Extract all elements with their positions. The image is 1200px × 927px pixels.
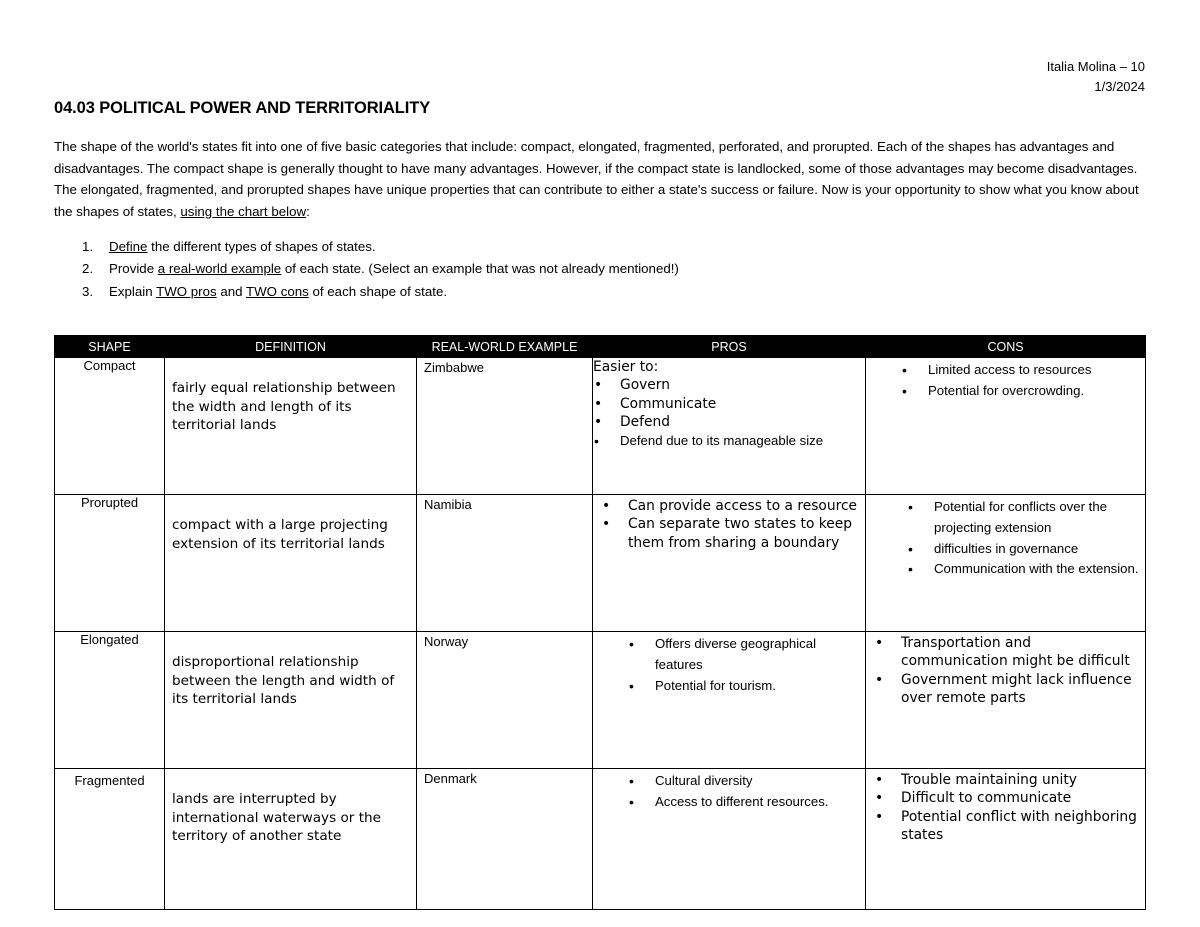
list-item: • Access to different resources. xyxy=(655,792,865,813)
list-item: • Govern xyxy=(620,376,865,394)
instruction-step xyxy=(54,258,679,280)
list-item: • Limited access to resources xyxy=(928,360,1145,381)
step-number: 1. xyxy=(82,239,94,254)
example-text: Zimbabwe xyxy=(424,360,484,375)
step-emphasis: TWO cons xyxy=(246,283,309,299)
list-item: • Can separate two states to keep them from sharing a boundary xyxy=(628,515,859,552)
table-row-fragmented xyxy=(55,769,1146,910)
table-row-compact xyxy=(55,358,1146,495)
instruction-step xyxy=(54,281,679,303)
shapes-table xyxy=(54,335,1146,910)
intro-end: : xyxy=(306,203,310,219)
header-definition: DEFINITION xyxy=(165,336,417,358)
list-item: • Communication with the extension. xyxy=(934,559,1139,580)
definition-text: disproportional relationship between the length and width of its territorial lands xyxy=(172,654,395,707)
definition-cell xyxy=(165,769,417,910)
cons-cell xyxy=(866,495,1146,632)
list-item: • Defend due to its manageable size xyxy=(620,431,865,452)
step-fragment: Explain xyxy=(109,283,157,299)
list-item: • difficulties in governance xyxy=(934,539,1139,560)
example-text: Namibia xyxy=(424,497,472,512)
pros-cell xyxy=(593,769,866,910)
step-number: 3. xyxy=(82,283,94,299)
table-header-row xyxy=(55,336,1146,358)
header-example: REAL-WORLD EXAMPLE xyxy=(417,336,593,358)
step-fragment: Provide xyxy=(109,261,158,277)
header-shape: SHAPE xyxy=(55,336,165,358)
definition-cell xyxy=(165,495,417,632)
example-cell xyxy=(417,495,593,632)
example-text: Norway xyxy=(424,634,469,649)
cons-cell xyxy=(866,632,1146,769)
example-cell xyxy=(417,632,593,769)
example-cell xyxy=(417,358,593,495)
step-fragment: of each state. (Select an example that was not already mentioned!) xyxy=(281,261,679,277)
table-row-prorupted xyxy=(55,495,1146,632)
list-item: • Difficult to communicate xyxy=(901,789,1139,807)
list-item: • Government might lack influence over remote parts xyxy=(901,671,1139,708)
intro-paragraph xyxy=(54,136,1149,222)
document-date: 1/3/2024 xyxy=(1094,79,1145,94)
definition-text: lands are interrupted by international waterways or the territory of another state xyxy=(172,791,382,844)
intro-text: The shape of the world's states fit into one of five basic categories that include: compact, elongated, fragmented, perforated, and prorupted. Each of the shapes has advantages and disadvantages. The compact shape is generally thought to have many advantages. However, if the compact state is landlocked, some of those advantages may become disadvantages. The elongated, fragmented, and prorupted shapes have unique properties that can contribute to either a state's success or failure. Now is your opportunity to show what you know about the shapes of states, xyxy=(54,139,1139,219)
table-row-elongated xyxy=(55,632,1146,769)
step-number: 2. xyxy=(82,261,94,277)
shape-cell: Prorupted xyxy=(55,495,165,632)
shape-cell: Compact xyxy=(55,358,165,495)
step-fragment: and xyxy=(216,283,246,299)
definition-text: compact with a large projecting extension of its territorial lands xyxy=(172,517,388,552)
list-item: • Offers diverse geographical features xyxy=(655,634,859,676)
cons-cell xyxy=(866,769,1146,910)
definition-cell xyxy=(165,358,417,495)
step-emphasis: TWO pros xyxy=(156,283,217,299)
step-fragment: the different types of shapes of states. xyxy=(147,239,376,254)
header-pros: PROS xyxy=(593,336,866,358)
list-item: • Can provide access to a resource xyxy=(628,497,859,515)
example-cell xyxy=(417,769,593,910)
list-item: • Communicate xyxy=(620,395,865,413)
list-item: • Transportation and communication might be difficult xyxy=(901,634,1139,671)
step-fragment: of each shape of state. xyxy=(308,283,448,299)
step-text xyxy=(109,236,376,258)
list-item: • Defend xyxy=(620,413,865,431)
pros-cell xyxy=(593,358,866,495)
chart-reference-link: using the chart below xyxy=(180,203,307,219)
header-info xyxy=(1047,57,1145,97)
definition-cell xyxy=(165,632,417,769)
author-name: Italia Molina – 10 xyxy=(1046,59,1145,74)
header-cons: CONS xyxy=(866,336,1146,358)
list-item: • Potential for overcrowding. xyxy=(928,381,1145,402)
definition-text: fairly equal relationship between the width and length of its territorial lands xyxy=(172,380,396,433)
cons-cell xyxy=(866,358,1146,495)
step-text xyxy=(109,258,679,280)
step-emphasis: Define xyxy=(109,239,148,254)
list-item: • Trouble maintaining unity xyxy=(901,771,1139,789)
pros-cell xyxy=(593,495,866,632)
list-item: • Potential conflict with neighboring states xyxy=(901,808,1139,845)
pros-intro: Easier to: xyxy=(593,359,659,375)
pros-cell xyxy=(593,632,866,769)
instruction-step xyxy=(54,236,679,258)
page-title: 04.03 POLITICAL POWER AND TERRITORIALITY xyxy=(54,99,431,117)
step-text xyxy=(109,281,447,303)
list-item: • Potential for tourism. xyxy=(655,676,859,697)
shape-cell: Elongated xyxy=(55,632,165,769)
step-emphasis: a real-world example xyxy=(157,261,282,277)
example-text: Denmark xyxy=(424,771,477,786)
list-item: • Potential for conflicts over the projecting extension xyxy=(934,497,1139,539)
list-item: • Cultural diversity xyxy=(655,771,865,792)
shape-cell: Fragmented xyxy=(55,769,165,910)
instruction-list xyxy=(54,236,679,303)
